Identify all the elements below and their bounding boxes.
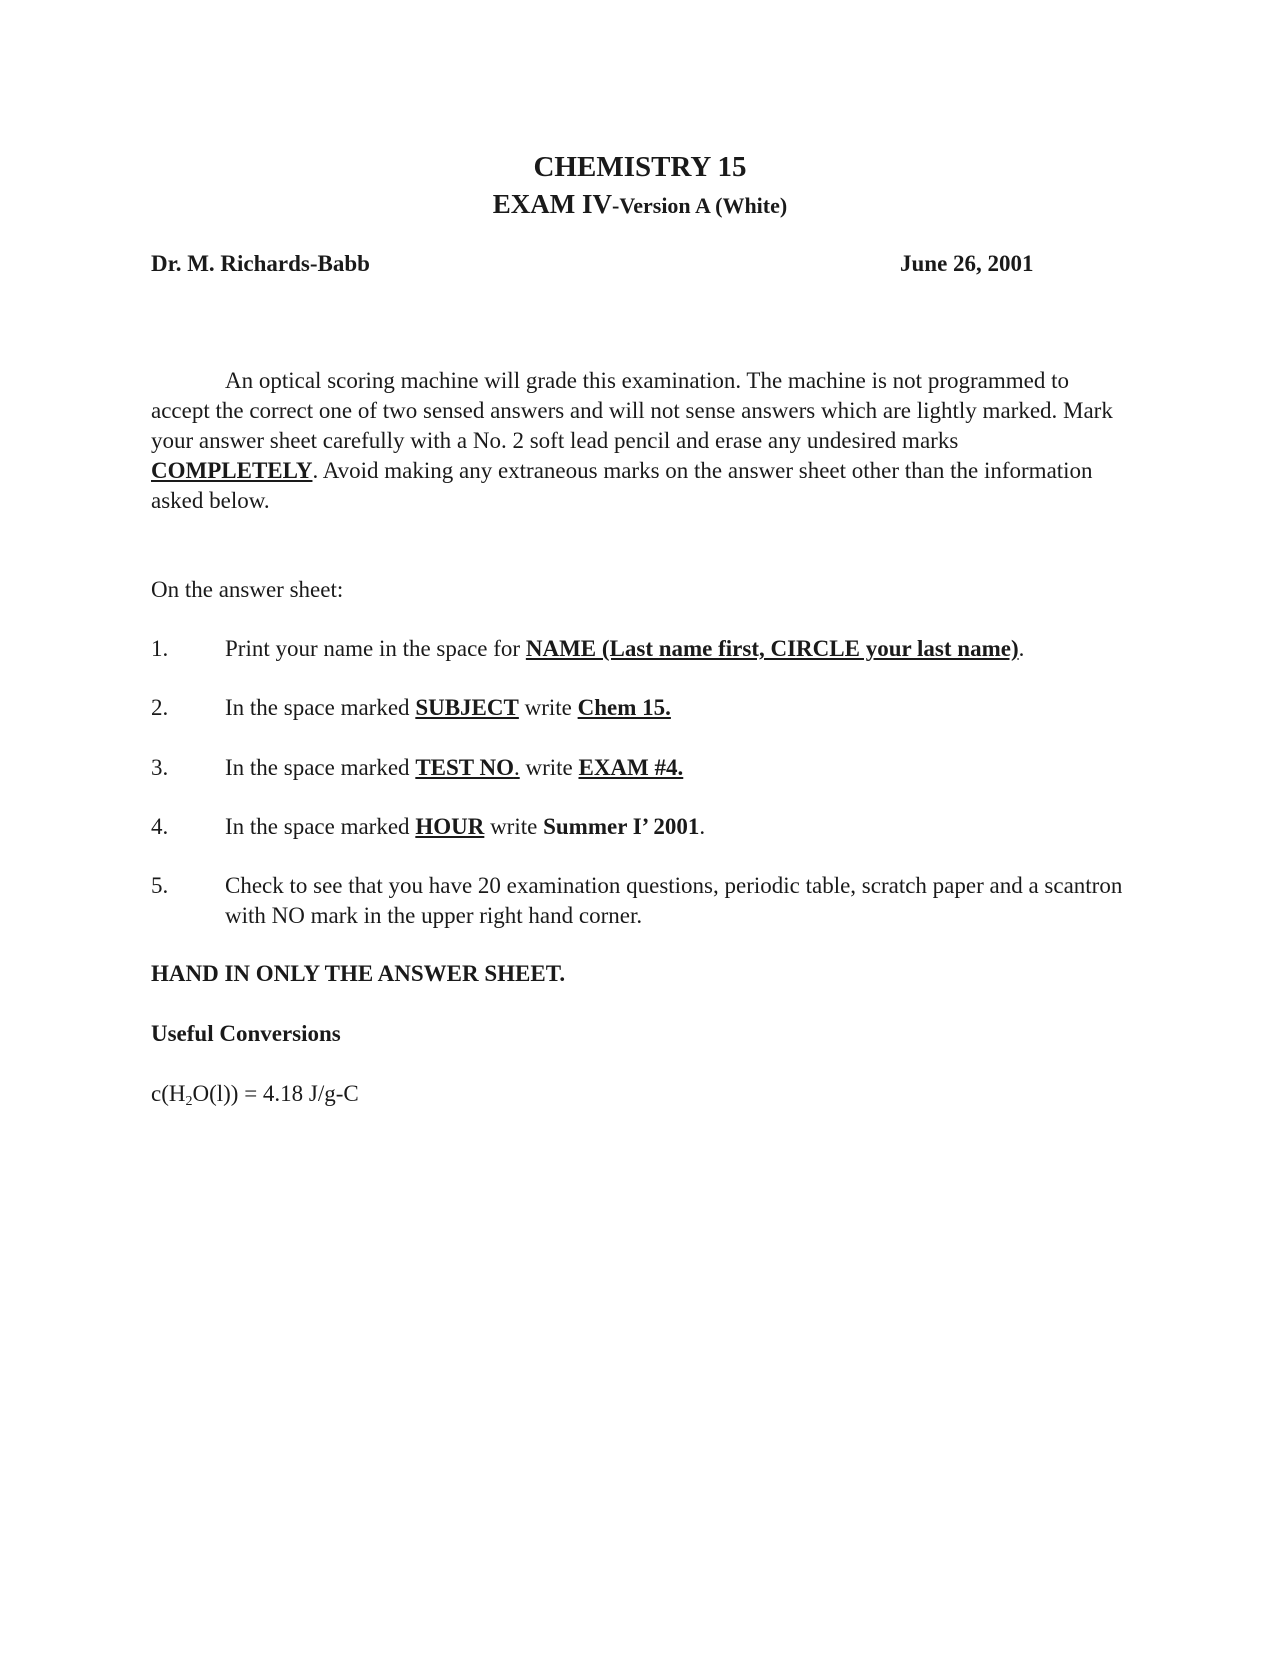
item-value: Summer I’ 2001 — [543, 814, 700, 839]
exam-main-label: EXAM IV — [492, 189, 613, 219]
item-number: 5. — [151, 873, 169, 898]
item-text — [225, 634, 1024, 664]
item-number: 2. — [151, 695, 169, 720]
item-number: 4. — [151, 814, 169, 839]
item-value: Chem 15. — [577, 695, 671, 720]
item-field: TEST NO — [415, 755, 514, 780]
intro-text-2: . Avoid making any extraneous marks on the answer sheet other than the information asked below. — [151, 458, 1093, 513]
item-text-pre: In the space marked — [225, 755, 416, 780]
item-text-mid: write — [518, 695, 578, 720]
formula-post: O(l)) = 4.18 J/g-C — [192, 1081, 359, 1106]
intro-text-1: An optical scoring machine will grade this examination. The machine is not programmed to accept the correct one of two sensed answers and will not sense answers which are lightly marked. Mark your answer sheet carefully with a No. 2 soft lead pencil and erase any undesired marks — [151, 368, 1113, 453]
item-field-dot: . — [513, 755, 520, 780]
course-title: CHEMISTRY 15 — [533, 151, 747, 183]
item-text-pre: Print your name in the space for — [225, 636, 526, 661]
item-text-pre: In the space marked — [225, 814, 416, 839]
item-text — [225, 812, 705, 842]
answer-sheet-label: On the answer sheet: — [151, 577, 344, 602]
intro-emphasis: COMPLETELY — [151, 458, 313, 483]
item-text-mid: write — [484, 814, 544, 839]
item-number: 3. — [151, 755, 169, 780]
instruction-item — [151, 634, 1024, 664]
instructor-name: Dr. M. Richards-Babb — [151, 251, 370, 276]
item-value: EXAM #4. — [578, 755, 684, 780]
item-text-post: . — [1018, 636, 1025, 661]
instruction-item — [151, 753, 683, 783]
item-text-post: . — [699, 814, 706, 839]
intro-paragraph — [151, 366, 1131, 516]
instruction-item — [151, 871, 1131, 931]
item-text — [225, 693, 671, 723]
exam-version-label: -Version A (White) — [612, 193, 788, 218]
conversion-formula — [151, 1080, 359, 1108]
instruction-item — [151, 812, 705, 842]
item-text — [225, 753, 683, 783]
item-field: NAME (Last name first, CIRCLE your last name) — [525, 636, 1019, 661]
item-field: SUBJECT — [415, 695, 519, 720]
item-text-mid: write — [519, 755, 579, 780]
exam-title — [0, 188, 1280, 222]
item-number: 1. — [151, 636, 169, 661]
formula-subscript: 2 — [185, 1094, 193, 1109]
exam-date: June 26, 2001 — [900, 251, 1034, 276]
item-field: HOUR — [415, 814, 485, 839]
hand-in-notice: HAND IN ONLY THE ANSWER SHEET. — [151, 961, 566, 986]
item-text: Check to see that you have 20 examination questions, periodic table, scratch paper and a scantron with NO mark in the upper right hand corner. — [225, 873, 1123, 928]
conversions-title: Useful Conversions — [151, 1021, 341, 1046]
instruction-item — [151, 693, 671, 723]
formula-pre: c(H — [151, 1081, 186, 1106]
item-text-pre: In the space marked — [225, 695, 416, 720]
